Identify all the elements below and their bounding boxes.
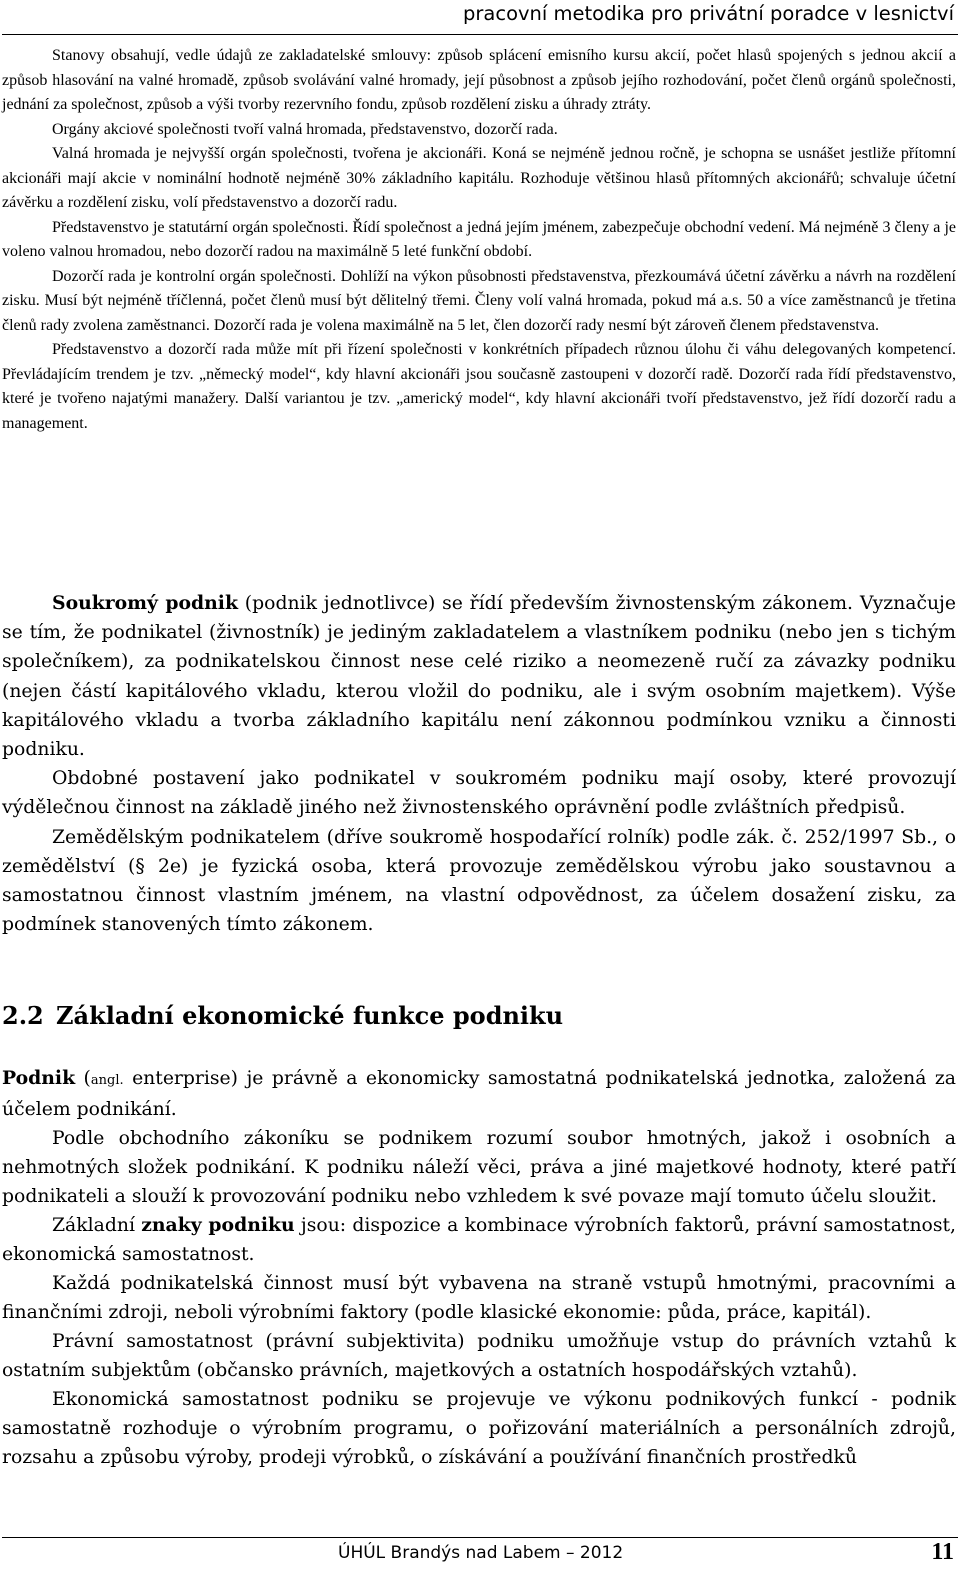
paragraph-enterprise-features <box>2 1211 956 1269</box>
footer-divider <box>2 1537 958 1538</box>
paragraph-organs: Orgány akciové společnosti tvoří valná hromada, představenstvo, dozorčí rada. <box>52 120 558 138</box>
paragraph-supervisory-board: Dozorčí rada je kontrolní orgán společnosti. Dohlíží na výkon působnosti představenstva, přezkoumává účetní závěrku a návrh na rozdělení zisku. Musí být nejméně tříčlenná, počet členů musí být dělitelný třemi. Členy volí valná hromada, pokud má a.s. 50 a více zaměstnanců je třetina členů rady zvolena zaměstnanci. Dozorčí rada je volena maximálně na 5 let, člen dozorčí rady nesmí být zároveň členem představenstva. <box>2 267 956 334</box>
term-enterprise-features: znaky podniku <box>141 1214 295 1236</box>
section-number: 2.2 <box>2 1001 44 1030</box>
paragraph-enterprise-definition <box>2 1064 956 1124</box>
footer-publisher: ÚHÚL Brandýs nad Labem – 2012 <box>338 1543 624 1563</box>
paragraph-agricultural-entrepreneur: Zemědělským podnikatelem (dříve soukromě hospodařící rolník) podle zák. č. 252/1997 Sb., o zemědělství (§ 2e) je fyzická osoba, která provozuje zemědělskou výrobu jako soustavnou a samostatnou činnost vlastním jménem, na vlastní odpovědnost, za účelem dosažení zisku, za podmínek stanovených tímto zákonem. <box>2 826 956 936</box>
section-private-enterprise <box>2 589 956 939</box>
section-title: Základní ekonomické funkce podniku <box>56 1001 564 1030</box>
section-enterprise-functions <box>2 1064 956 1472</box>
paragraph-text: (podnik jednotlivce) se řídí především živnostenským zákonem. Vyznačuje se tím, že podnikatel (živnostník) je jediným zakladatelem a vlastníkem podniku (nebo jen s tichým společníkem), za podnikatelskou činnost nese celé riziko a neomezeně ručí za závazky podniku (nejen částí kapitálového vkladu, kterou vložil do podniku, ale i svým osobním majetkem). Výše kapitálového vkladu a tvorba základního kapitálu není zákonnou podmínkou vzniku a činnosti podniku. <box>2 593 956 761</box>
paragraph-text: ( <box>75 1068 91 1089</box>
term-enterprise: Podnik <box>2 1067 76 1089</box>
abbreviation-angl: angl. <box>90 1073 124 1088</box>
paragraph-general-meeting: Valná hromada je nejvyšší orgán společnosti, tvořena je akcionáři. Koná se nejméně jednou ročně, je schopna se usnášet jestliže přítomní akcionáři mají akcie v nominální hodnotě nejméně 30% základního kapitálu. Rozhoduje většinou hlasů přítomných akcionářů; schvaluje účetní závěrku a rozdělení zisku, volí představenstvo a dozorčí radu. <box>2 145 956 211</box>
paragraph-production-factors: Každá podnikatelská činnost musí být vybavena na straně vstupů hmotnými, pracovními a finančními zdroji, neboli výrobními faktory (podle klasické ekonomie: půda, práce, kapitál). <box>2 1273 956 1323</box>
paragraph-commercial-code: Podle obchodního zákoníku se podnikem rozumí soubor hmotných, jakož i osobních a nehmotných složek podnikání. K podniku náleží věci, práva a jiné majetkové hodnoty, které patří podnikateli a slouží k provozování podniku nebo vzhledem k své povaze mají tomuto účelu sloužit. <box>2 1128 956 1207</box>
paragraph-private-enterprise <box>2 589 956 764</box>
paragraph-economic-independence: Ekonomická samostatnost podniku se projevuje ve výkonu podnikových funkcí - podnik samostatně rozhoduje o výrobním programu, o pořizování materiálních a personálních zdrojů, rozsahu a způsobu výroby, prodeji výrobků, o získávání a používání finančních prostředků <box>2 1389 956 1468</box>
page-number: 11 <box>931 1539 954 1565</box>
section-joint-stock-company <box>2 44 956 436</box>
paragraph-legal-independence: Právní samostatnost (právní subjektivita) podniku umožňuje vstup do právních vztahů k ostatním subjektům (občansko právních, majetkových a ostatních hospodářských vztahů). <box>2 1331 956 1381</box>
section-heading <box>2 1000 956 1032</box>
running-header: pracovní metodika pro privátní poradce v lesnictví <box>463 2 954 25</box>
paragraph-board-of-directors: Představenstvo je statutární orgán společnosti. Řídí společnost a jedná jejím jménem, zabezpečuje obchodní vedení. Má nejméně 3 členy a je voleno valnou hromadou, nebo dozorčí radou na maximálně 5 leté funkční období. <box>2 218 956 260</box>
term-private-enterprise: Soukromý podnik <box>52 592 238 614</box>
paragraph-text: jsou: dispozice a kombinace výrobních faktorů, právní samostatnost, ekonomická samostatnost. <box>2 1215 956 1265</box>
paragraph-similar-status: Obdobné postavení jako podnikatel v soukromém podniku mají osoby, které provozují výdělečnou činnost na základě jiného než živnostenského oprávnění podle zvláštních předpisů. <box>2 768 956 819</box>
paragraph-text: Základní <box>52 1215 142 1236</box>
paragraph-governance-models: Představenstvo a dozorčí rada může mít při řízení společnosti v konkrétních případech různou úlohu či váhu delegovaných kompetencí. Převládajícím trendem je tzv. „německý model“, kdy hlavní akcionáři jsou současně zastoupeni v dozorčí radě. Dozorčí rada řídí představenstvo, které je tvořeno najatými manažery. Další variantou je tzv. „americký model“, kdy hlavní akcionáři tvoří představenstvo, jež řídí dozorčí radu a management. <box>2 341 956 432</box>
header-divider <box>2 34 958 35</box>
paragraph-statutes: Stanovy obsahují, vedle údajů ze zakladatelské smlouvy: způsob splácení emisního kursu akcií, počet hlasů spojených s jednou akcií a způsob hlasování na valné hromadě, způsob svolávání valné hromady, její působnost a způsob jejího rozhodování, počet členů orgánů společnosti, jednání za společnost, způsob a výši tvorby rezervního fondu, způsob rozdělení zisku a úhrady ztráty. <box>2 47 956 113</box>
paragraph-text: enterprise) je právně a ekonomicky samostatná podnikatelská jednotka, založená za účelem podnikání. <box>2 1068 956 1120</box>
